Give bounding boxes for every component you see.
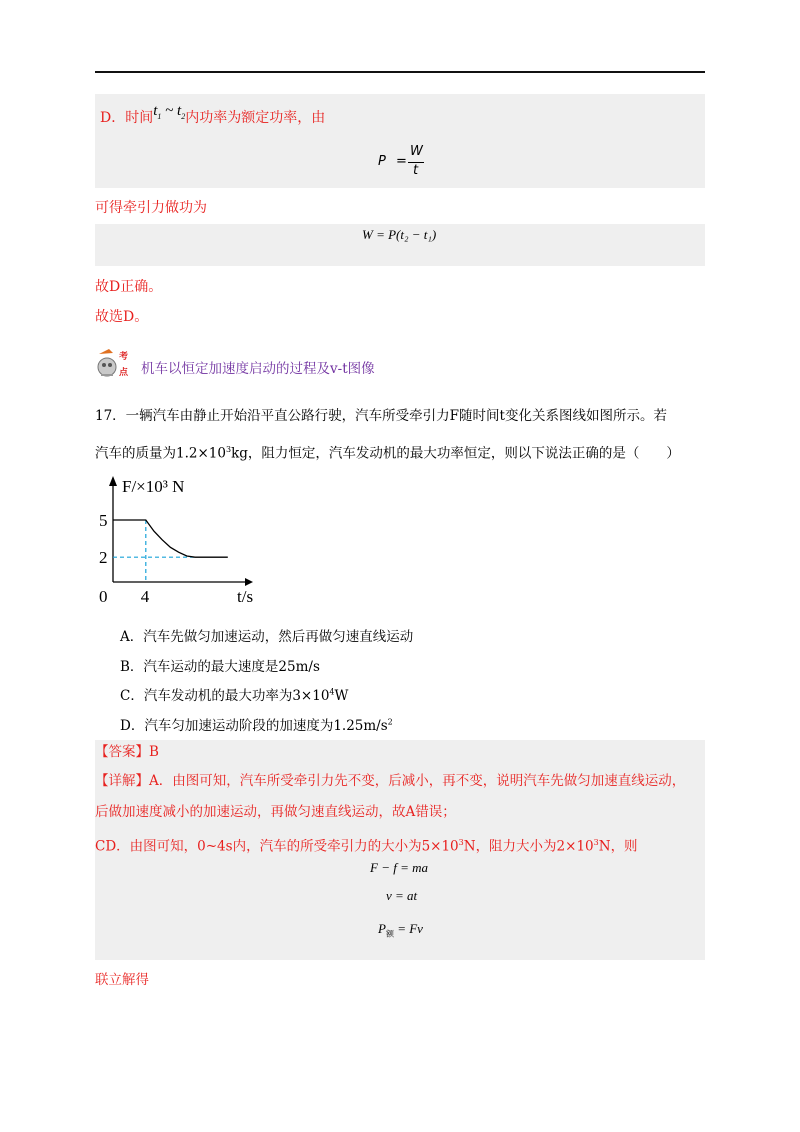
option-c-text: C．汽车发动机的最大功率为3×10 [120, 688, 330, 704]
badge-char-2: 点 [119, 368, 129, 378]
cd-exp-1: 3 [458, 838, 464, 847]
formula-work: W = P(t₂ − t₁) [362, 227, 437, 242]
option-d-suffix: 内功率为额定功率，由 [185, 110, 326, 126]
option-d-exp: 2 [387, 717, 393, 727]
force-curve [113, 520, 228, 557]
option-b: B．汽车运动的最大速度是25m/s [120, 659, 320, 675]
top-rule [95, 71, 705, 73]
formula-t: t [413, 163, 419, 178]
detail-line-1: 【详解】A．由图可知，汽车所受牵引力先不变，后减小，再不变，说明汽车先做匀加速直线运动， [95, 773, 686, 789]
cd-text-c: N，则 [598, 838, 638, 855]
question-mass-exp: 3 [225, 445, 232, 454]
d-correct-text: 故D正确。 [95, 279, 163, 295]
eq-p: P [378, 921, 386, 936]
y-axis-label: F/×10³ N [122, 477, 185, 496]
eq-p-sub: 额 [385, 929, 394, 939]
question-line-1: 17．一辆汽车由静止开始沿平直公路行驶，汽车所受牵引力F随时间t变化关系图线如图所示。若 [95, 408, 667, 424]
answer-text: 【答案】B [95, 744, 159, 760]
option-d-explanation [100, 103, 326, 134]
cd-exp-2: 3 [593, 838, 599, 847]
option-c-exp: 4 [329, 687, 335, 697]
option-c [120, 684, 348, 704]
detail-line-2: 后做加速度减小的加速运动，再做匀速直线运动，故A错误； [95, 804, 456, 820]
tilde-symbol: ~ [165, 103, 174, 119]
badge-char-1: 考 [119, 352, 129, 362]
option-d-prefix: D．时间 [100, 110, 154, 126]
option-c-unit: W [334, 688, 349, 704]
question-rest: kg，阻力恒定，汽车发动机的最大功率恒定，则以下说法正确的是（ ） [231, 445, 680, 462]
cd-text-b: N，阻力大小为2×10 [463, 838, 594, 855]
question-line-2 [95, 440, 680, 464]
choose-d-text: 故选D。 [95, 309, 149, 325]
t1-symbol: t [153, 103, 158, 119]
y-tick-label: 2 [99, 548, 108, 568]
traction-work-text: 可得牵引力做功为 [95, 200, 207, 216]
t2-symbol: t [177, 103, 182, 119]
equation-newton: F − f = ma [370, 860, 428, 875]
x-axis-label: t/s [237, 587, 254, 606]
solve-text: 联立解得 [95, 972, 149, 988]
y-tick-label: 5 [99, 511, 108, 530]
equation-power [378, 921, 423, 940]
topic-tag: 机车以恒定加速度启动的过程及v-t图像 [141, 361, 375, 377]
equation-velocity: v = at [386, 888, 418, 903]
force-time-chart [95, 470, 285, 610]
t2-subscript: 2 [181, 112, 186, 121]
cd-text-a: CD．由图可知，0~4s内，汽车的所受牵引力的大小为5×10 [95, 838, 459, 855]
detail-line-3 [95, 833, 638, 857]
option-d [120, 714, 393, 734]
formula-eq: = [396, 154, 407, 169]
x-tick-label: 4 [140, 587, 150, 606]
formula-w: W [410, 144, 423, 159]
eq-rest: = Fv [393, 921, 423, 936]
formula-p: P [378, 154, 386, 169]
topic-badge-icon [95, 345, 139, 381]
x-axis-arrow [245, 578, 253, 586]
y-axis-arrow [109, 476, 117, 486]
origin-label: 0 [99, 587, 108, 606]
option-a: A．汽车先做匀加速运动，然后再做匀速直线运动 [120, 629, 414, 645]
question-mass: 汽车的质量为1.2×10 [95, 445, 226, 462]
t1-subscript: 1 [157, 112, 162, 121]
option-d-text: D．汽车匀加速运动阶段的加速度为1.25m/s [120, 718, 388, 734]
